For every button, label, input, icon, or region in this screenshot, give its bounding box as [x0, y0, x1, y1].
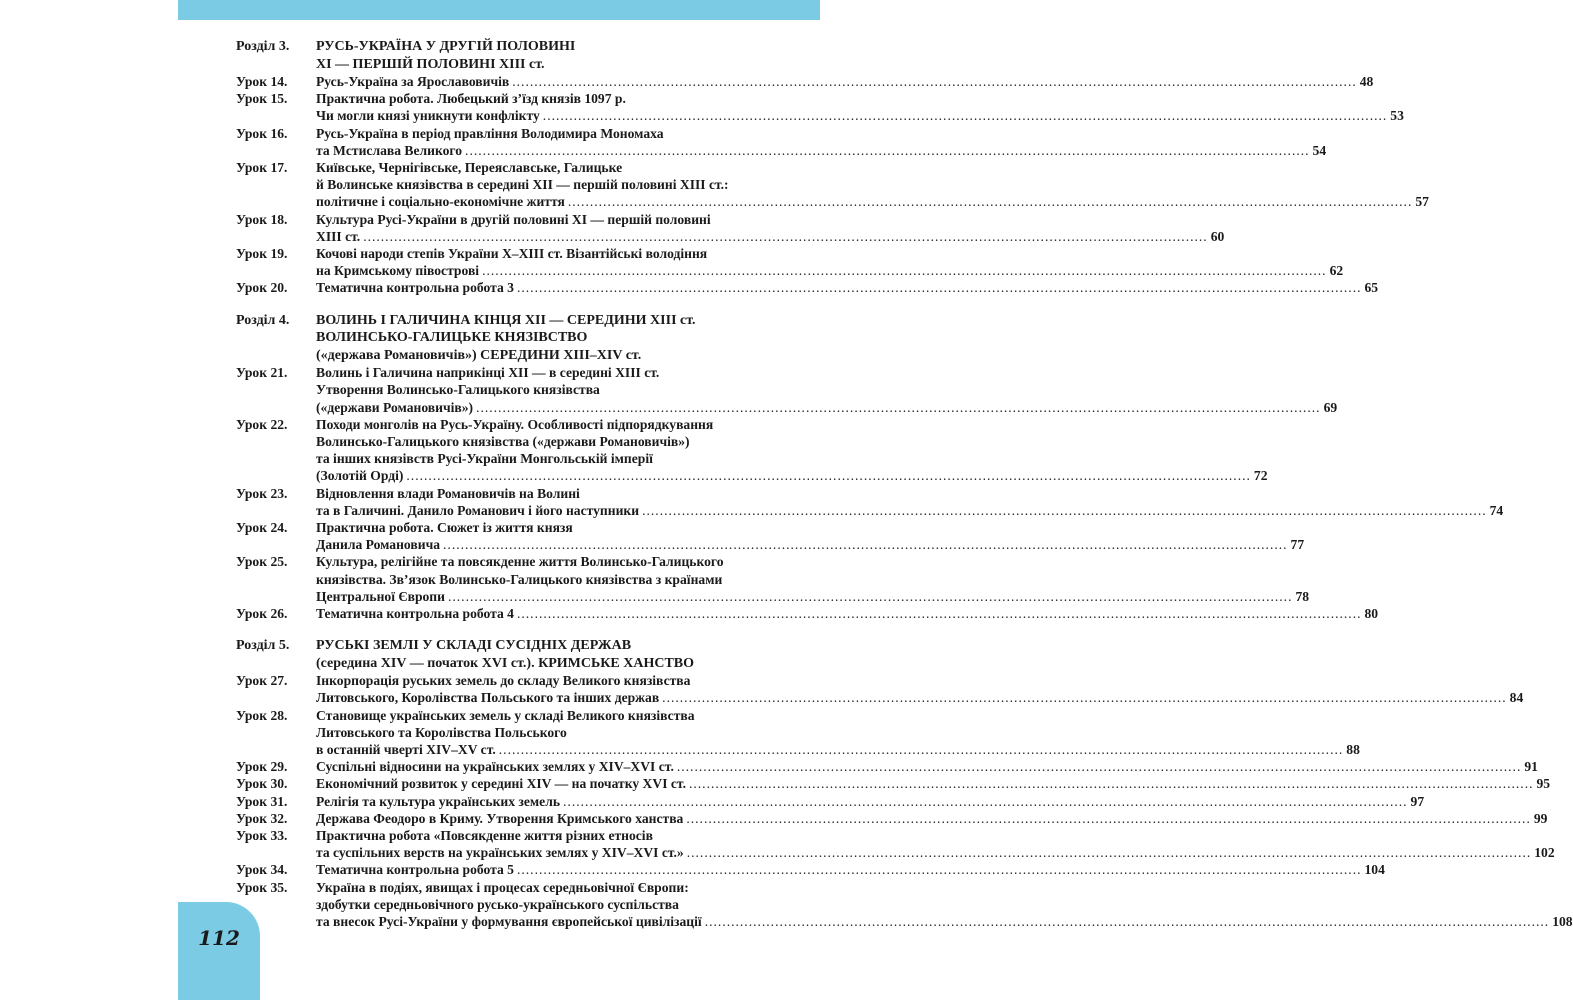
- dot-leader: [465, 142, 1310, 159]
- lesson-label: Урок 33.: [236, 828, 288, 844]
- section-title: [316, 637, 792, 672]
- page-ref: 80: [1364, 605, 1379, 621]
- toc-entry[interactable]: [236, 364, 1338, 416]
- toc-entry[interactable]: [236, 159, 1429, 211]
- section-title: [316, 312, 792, 365]
- lesson-title-line: в останній чверті XIV–XV ст.: [316, 742, 496, 757]
- section-title-line: («держава Романовичів») СЕРЕДИНИ XIII–XIV ст.: [316, 347, 642, 363]
- lesson-label: Урок 30.: [236, 776, 288, 792]
- lesson-title-line: Україна в подіях, явищах і процесах середньовічної Європи:: [316, 879, 689, 895]
- lesson-title: [316, 707, 1360, 759]
- lesson-title-line: Данила Романовича: [316, 537, 441, 553]
- lesson-title-line: Центральної Європи: [316, 588, 445, 604]
- lesson-title: [316, 827, 1555, 861]
- lesson-title-line: князівства. Зв’язок Волинсько-Галицького князівства з країнами: [316, 571, 723, 587]
- lesson-label: Урок 24.: [236, 519, 288, 535]
- dot-leader: [543, 107, 1388, 124]
- lesson-label: Урок 14.: [236, 74, 288, 89]
- lesson-title-line-with-page: [316, 536, 1304, 553]
- page-ref: 54: [1312, 142, 1327, 158]
- lesson-title-line: Чи могли князі уникнути конфлікту: [316, 108, 540, 124]
- dot-leader: [662, 689, 1507, 706]
- dot-leader: [563, 793, 1408, 810]
- lesson-title-line: здобутки середньовічного русько-українського суспільства: [316, 896, 679, 912]
- lesson-label: Урок 22.: [236, 416, 288, 432]
- toc-entry[interactable]: [236, 553, 1310, 605]
- lesson-title-line: Русь-Україна за Ярославовичів: [316, 74, 510, 89]
- lesson-label: Урок 20.: [236, 280, 288, 296]
- toc-entry[interactable]: [236, 211, 1225, 245]
- dot-leader: [443, 536, 1288, 553]
- lesson-title-line: та Мстислава Великого: [316, 142, 463, 158]
- lesson-title: [316, 90, 1404, 124]
- dot-leader: [476, 399, 1321, 416]
- section-label: Розділ 4.: [236, 312, 290, 328]
- lesson-title-line: Становище українських земель у складі Великого князівства: [316, 707, 695, 723]
- lesson-label: Урок 19.: [236, 246, 288, 262]
- lesson-title: [316, 861, 1385, 878]
- lesson-label: Урок 21.: [236, 365, 288, 381]
- lesson-label: Урок 27.: [236, 673, 288, 689]
- dot-leader: [689, 775, 1534, 792]
- section-title: [316, 38, 792, 73]
- section-label: Розділ 5.: [236, 638, 290, 654]
- lesson-label: Урок 32.: [236, 810, 288, 826]
- lesson-title-line-with-page: [316, 758, 1538, 775]
- dot-leader: [482, 262, 1327, 279]
- page-ref: 77: [1290, 537, 1305, 553]
- lesson-title-line: Культура, релігійне та повсякденне життя Волинсько-Галицького: [316, 554, 724, 570]
- lesson-title-line: та суспільних верств на українських землях у XIV–XVI ст.»: [316, 845, 684, 861]
- page-ref: 99: [1533, 810, 1548, 826]
- lesson-title-line: Практична робота. Любецький з’їзд князів 1097 р.: [316, 91, 626, 107]
- lesson-title: [316, 793, 1424, 810]
- toc-entry[interactable]: [236, 879, 1573, 931]
- lesson-title-line: Практична робота «Повсякденне життя різних етносів: [316, 828, 653, 844]
- lesson-title-line: на Кримському півострові: [316, 263, 480, 279]
- toc-entry[interactable]: [236, 73, 1374, 90]
- lesson-title: [316, 125, 1326, 159]
- toc-entry[interactable]: [236, 810, 1548, 827]
- section-heading: [236, 38, 792, 73]
- lesson-title-line-with-page: [316, 741, 1360, 758]
- lesson-title-line-with-page: [316, 262, 1343, 279]
- section-label: Розділ 3.: [236, 39, 290, 54]
- lesson-title: [316, 810, 1547, 827]
- page-ref: 74: [1489, 502, 1504, 518]
- page-ref: 53: [1390, 108, 1404, 124]
- page-ref: 48: [1359, 74, 1374, 89]
- lesson-title: [316, 758, 1538, 775]
- dot-leader: [642, 502, 1487, 519]
- lesson-title-line: та внесок Русі-України у формування європейської цивілізації: [316, 914, 702, 930]
- lesson-title-line: Литовського та Королівства Польського: [316, 724, 567, 740]
- lesson-title-line: політичне і соціально-економічне життя: [316, 194, 565, 210]
- toc-entry[interactable]: [236, 707, 1360, 759]
- lesson-title-line: Походи монголів на Русь-Україну. Особливості підпорядкування: [316, 416, 714, 432]
- lesson-title-line: Литовського, Королівства Польського та інших держав: [316, 690, 660, 706]
- section-spacer: [236, 622, 792, 637]
- section-title-line: РУСЬ-УКРАЇНА У ДРУГІЙ ПОЛОВИНІ: [316, 39, 576, 54]
- page-ref: 88: [1346, 742, 1360, 757]
- dot-leader: [677, 758, 1522, 775]
- toc-entry[interactable]: [236, 245, 1344, 279]
- page-ref: 84: [1509, 690, 1524, 706]
- lesson-label: Урок 17.: [236, 160, 288, 176]
- lesson-title-line-with-page: [316, 73, 1373, 90]
- page-ref: 62: [1329, 263, 1344, 279]
- lesson-title-line-with-page: [316, 467, 1267, 484]
- dot-leader: [406, 467, 1251, 484]
- lesson-title-line-with-page: [316, 913, 1573, 930]
- lesson-title-line-with-page: [316, 793, 1424, 810]
- lesson-title-line: Інкорпорація руських земель до складу Великого князівства: [316, 673, 691, 689]
- section-title-line: РУСЬКІ ЗЕМЛІ У СКЛАДІ СУСІДНІХ ДЕРЖАВ: [316, 638, 632, 654]
- lesson-title: [316, 553, 1309, 605]
- dot-leader: [517, 861, 1362, 878]
- lesson-label: Урок 34.: [236, 862, 288, 878]
- toc-entry[interactable]: [236, 90, 1404, 124]
- page-ref: 72: [1253, 468, 1268, 484]
- lesson-title-line-with-page: [316, 399, 1337, 416]
- lesson-title: [316, 485, 1503, 519]
- dot-leader: [517, 605, 1362, 622]
- lesson-label: Урок 26.: [236, 605, 288, 621]
- lesson-label: Урок 15.: [236, 91, 288, 107]
- section-heading: [236, 637, 792, 672]
- lesson-title: [316, 245, 1343, 279]
- lesson-title: [316, 519, 1304, 553]
- page-ref: 95: [1536, 776, 1551, 792]
- section-title-line: XI — ПЕРШІЙ ПОЛОВИНІ XIII ст.: [316, 56, 545, 72]
- lesson-title-line-with-page: [316, 142, 1326, 159]
- toc-entry[interactable]: [236, 125, 1327, 159]
- lesson-title-line-with-page: [316, 844, 1555, 861]
- lesson-title-line-with-page: [316, 810, 1547, 827]
- lesson-title-line: XIII ст.: [316, 228, 361, 244]
- lesson-title-line-with-page: [316, 588, 1309, 605]
- lesson-title-line: Кочові народи степів України X–XIII ст. Візантійські володіння: [316, 246, 708, 262]
- section-heading: [236, 312, 792, 365]
- page-number: 112: [198, 926, 240, 950]
- lesson-title-line: Тематична контрольна робота 5: [316, 862, 514, 878]
- lesson-title-line: (Золотій Орді): [316, 468, 404, 484]
- lesson-title-line-with-page: [316, 861, 1385, 878]
- toc-entry[interactable]: [236, 416, 1268, 485]
- lesson-label: Урок 25.: [236, 554, 288, 570]
- toc-entry[interactable]: [236, 485, 1504, 519]
- dot-leader: [568, 193, 1413, 210]
- lesson-title: [316, 672, 1523, 706]
- page-ref: 57: [1415, 194, 1429, 210]
- dot-leader: [687, 844, 1532, 861]
- toc-entry[interactable]: [236, 793, 1425, 810]
- dot-leader: [686, 810, 1531, 827]
- lesson-title-line: та в Галичині. Данило Романович і його наступники: [316, 502, 640, 518]
- lesson-title-line: Тематична контрольна робота 4: [316, 605, 514, 621]
- page-ref: 65: [1364, 280, 1379, 296]
- page-ref: 102: [1534, 845, 1555, 861]
- dot-leader: [517, 279, 1362, 296]
- toc-entry[interactable]: [236, 758, 1538, 775]
- lesson-title-line: Культура Русі-України в другій половині XI — першій половині: [316, 211, 711, 227]
- lesson-label: Урок 28.: [236, 707, 288, 723]
- dot-leader: [512, 73, 1357, 90]
- page-ref: 60: [1210, 228, 1225, 244]
- lesson-title: [316, 364, 1337, 416]
- lesson-title-line: та інших князівств Русі-України Монгольській імперії: [316, 451, 653, 467]
- lesson-title: [316, 159, 1429, 211]
- page-ref: 91: [1524, 759, 1538, 775]
- lesson-title: [316, 211, 1224, 245]
- lesson-title-line: Київське, Чернігівське, Переяславське, Галицьке: [316, 160, 623, 176]
- lesson-label: Урок 23.: [236, 485, 288, 501]
- page-number-badge: [178, 902, 260, 1000]
- lesson-title-line-with-page: [316, 775, 1550, 792]
- lesson-title-line: Держава Феодоро в Криму. Утворення Кримського ханства: [316, 810, 684, 826]
- lesson-label: Урок 31.: [236, 793, 288, 809]
- lesson-title-line: Практична робота. Сюжет із життя князя: [316, 519, 573, 535]
- lesson-title-line-with-page: [316, 107, 1404, 124]
- page-ref: 78: [1295, 588, 1310, 604]
- lesson-title: [316, 605, 1378, 622]
- page-ref: 108: [1552, 914, 1573, 930]
- lesson-title: [316, 879, 1573, 931]
- lesson-label: Урок 35.: [236, 879, 288, 895]
- page-ref: 104: [1364, 862, 1385, 878]
- lesson-title-line: Волинь і Галичина наприкінці XII — в середині XIII ст.: [316, 365, 660, 381]
- lesson-title-line: Тематична контрольна робота 3: [316, 280, 514, 296]
- section-title-line: (середина XIV — початок XVI ст.). КРИМСЬКЕ ХАНСТВО: [316, 655, 695, 671]
- lesson-title-line: Економічний розвиток у середині XIV — на початку XVI ст.: [316, 776, 686, 792]
- lesson-title-line: Відновлення влади Романовичів на Волині: [316, 485, 580, 501]
- toc-entry[interactable]: [236, 279, 1379, 296]
- dot-leader: [363, 228, 1208, 245]
- lesson-title-line: Суспільні відносини на українських землях у XIV–XVI ст.: [316, 759, 674, 775]
- lesson-title-line: Волинсько-Галицького князівства («держави Романовичів»): [316, 433, 690, 449]
- lesson-title-line-with-page: [316, 228, 1224, 245]
- lesson-title-line: Утворення Волинсько-Галицького князівства: [316, 382, 600, 398]
- lesson-label: Урок 18.: [236, 211, 288, 227]
- toc-entry[interactable]: [236, 827, 1555, 861]
- lesson-title-line: («держави Романовичів»): [316, 399, 474, 415]
- lesson-title-line-with-page: [316, 279, 1378, 296]
- lesson-title-line: Русь-Україна в період правління Володимира Мономаха: [316, 125, 664, 141]
- toc-entry[interactable]: [236, 672, 1524, 706]
- top-color-band: [178, 0, 820, 20]
- lesson-title-line-with-page: [316, 689, 1523, 706]
- toc-entry[interactable]: [236, 861, 1385, 878]
- lesson-title-line-with-page: [316, 502, 1503, 519]
- lesson-label: Урок 16.: [236, 125, 288, 141]
- lesson-title-line-with-page: [316, 605, 1378, 622]
- page-ref: 69: [1323, 399, 1338, 415]
- lesson-title-line: й Волинське князівства в середині XII — першій половині XIII ст.:: [316, 177, 729, 193]
- lesson-title-line: Релігія та культура українських земель: [316, 793, 561, 809]
- lesson-title: [316, 416, 1267, 485]
- section-title-line: ВОЛИНСЬКО-ГАЛИЦЬКЕ КНЯЗІВСТВО: [316, 330, 588, 346]
- dot-leader: [705, 913, 1550, 930]
- lesson-title: [316, 73, 1373, 90]
- lesson-label: Урок 29.: [236, 759, 288, 775]
- table-of-contents: [236, 38, 1573, 930]
- dot-leader: [448, 588, 1293, 605]
- toc-entry[interactable]: [236, 519, 1305, 553]
- section-title-line: ВОЛИНЬ І ГАЛИЧИНА КІНЦЯ XII — СЕРЕДИНИ XIII ст.: [316, 312, 696, 328]
- toc-entry[interactable]: [236, 605, 1379, 622]
- lesson-title: [316, 279, 1378, 296]
- lesson-title-line-with-page: [316, 193, 1429, 210]
- toc-entry[interactable]: [236, 775, 1551, 792]
- section-spacer: [236, 297, 792, 312]
- page-ref: 97: [1410, 793, 1425, 809]
- dot-leader: [499, 741, 1344, 758]
- lesson-title: [316, 775, 1550, 792]
